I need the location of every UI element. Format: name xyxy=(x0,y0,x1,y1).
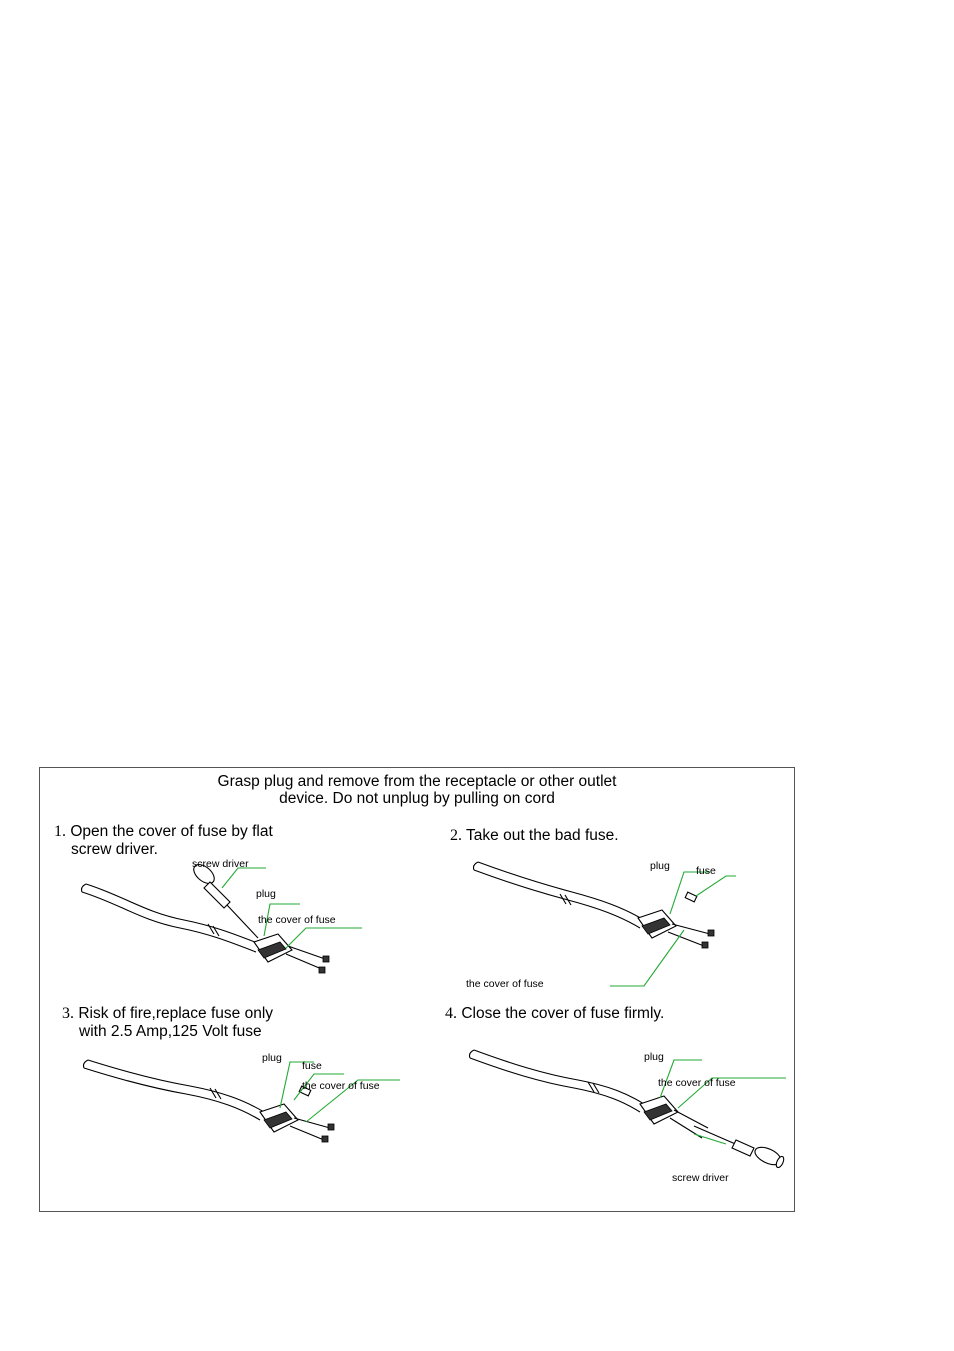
plug-icon xyxy=(638,910,714,948)
step-1-callout-plug: plug xyxy=(256,888,276,900)
header-line-2: device. Do not unplug by pulling on cord xyxy=(279,790,555,807)
step-2-callout-plug: plug xyxy=(650,860,670,872)
step-4-callout-plug: plug xyxy=(644,1051,664,1063)
step-2-callout-cover: the cover of fuse xyxy=(466,978,544,990)
screwdriver-icon xyxy=(694,1126,785,1169)
step-1-callout-cover: the cover of fuse xyxy=(258,914,336,926)
plug-icon xyxy=(260,1104,334,1142)
instruction-header xyxy=(40,773,794,807)
plug-icon xyxy=(640,1096,708,1138)
step-3-line-1: Risk of fire,replace fuse only xyxy=(78,1005,274,1022)
step-4-illustration xyxy=(468,1050,798,1190)
step-1-line-2: screw driver. xyxy=(71,841,158,858)
step-4-callout-cover: the cover of fuse xyxy=(658,1077,736,1089)
step-2-number: 2. xyxy=(450,827,462,844)
step-4-title xyxy=(445,1005,664,1023)
step-3-callout-fuse: fuse xyxy=(302,1060,322,1072)
step-3-illustration xyxy=(82,1050,412,1170)
screwdriver-icon xyxy=(190,861,258,938)
plug-icon xyxy=(254,934,329,973)
step-2-callout-fuse: fuse xyxy=(696,865,716,877)
step-2-illustration xyxy=(472,858,792,993)
step-1-title xyxy=(54,823,273,859)
step-4-number: 4. xyxy=(445,1005,457,1022)
header-line-1: Grasp plug and remove from the receptacle or other outlet xyxy=(217,773,617,790)
step-1-callout-screwdriver: screw driver xyxy=(192,858,249,870)
step-4-callout-screwdriver: screw driver xyxy=(672,1172,729,1184)
step-1-line-1: Open the cover of fuse by flat xyxy=(70,823,273,840)
step-1-illustration xyxy=(80,858,400,988)
step-1-number: 1. xyxy=(54,823,66,840)
step-4-line-1: Close the cover of fuse firmly. xyxy=(461,1005,665,1022)
fuse-icon xyxy=(685,892,697,902)
step-2-title xyxy=(450,827,619,845)
step-3-title xyxy=(62,1005,273,1041)
step-3-line-2: with 2.5 Amp,125 Volt fuse xyxy=(79,1023,262,1040)
fuse-instructions-panel xyxy=(39,767,795,1212)
step-2-line-1: Take out the bad fuse. xyxy=(466,827,619,844)
step-3-callout-plug: plug xyxy=(262,1052,282,1064)
step-3-callout-cover: the cover of fuse xyxy=(302,1080,380,1092)
step-3-number: 3. xyxy=(62,1005,74,1022)
